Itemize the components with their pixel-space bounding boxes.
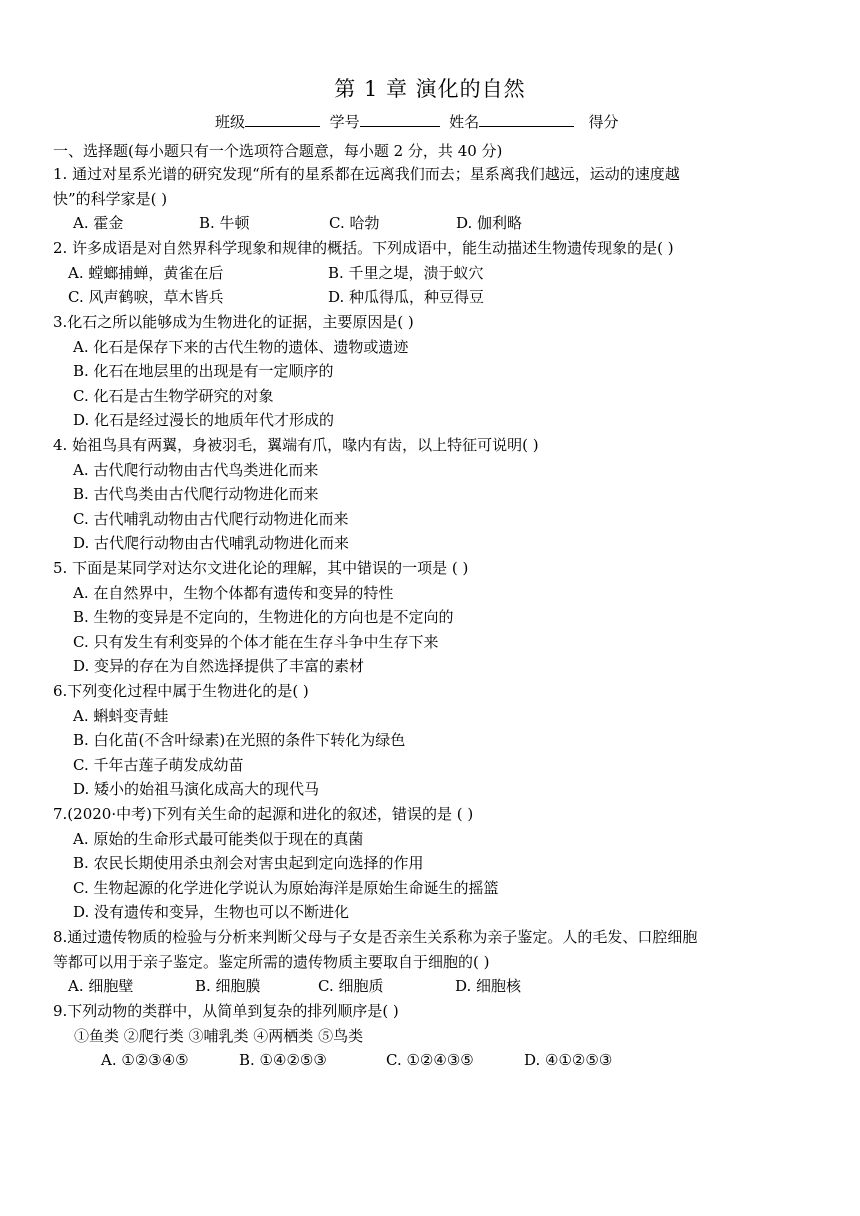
option-c: C. 细胞质 bbox=[318, 977, 384, 996]
question-stem-continued: 等都可以用于亲子鉴定。鉴定所需的遗传物质主要取自于细胞的( ) bbox=[53, 952, 490, 971]
student-number-blank bbox=[360, 111, 440, 127]
score-label: 得分 bbox=[588, 113, 619, 131]
option-a: A. 在自然界中，生物个体都有遗传和变异的特性 bbox=[73, 583, 394, 602]
options-row bbox=[53, 974, 820, 999]
question-4 bbox=[53, 433, 820, 556]
option-d: D. 矮小的始祖马演化成高大的现代马 bbox=[73, 780, 320, 799]
option-d: D. 伽利略 bbox=[456, 214, 523, 233]
option-b: B. 化石在地层里的出现是有一定顺序的 bbox=[73, 362, 334, 381]
option-c: C. 化石是古生物学研究的对象 bbox=[73, 386, 274, 405]
option-b: B. 生物的变异是不定向的，生物进化的方向也是不定向的 bbox=[73, 608, 454, 627]
question-9 bbox=[53, 999, 820, 1073]
option-a: A. 原始的生命形式最可能类似于现在的真菌 bbox=[73, 829, 364, 848]
question-8 bbox=[53, 925, 820, 999]
option-c: C. 风声鹤唳，草木皆兵 bbox=[68, 288, 224, 307]
question-6 bbox=[53, 679, 820, 802]
option-c: C. 千年古莲子萌发成幼苗 bbox=[73, 755, 244, 774]
option-c: C. 古代哺乳动物由古代爬行动物进化而来 bbox=[73, 509, 349, 528]
option-d: D. 种瓜得瓜，种豆得豆 bbox=[328, 288, 485, 307]
question-stem: 8.通过遗传物质的检验与分析来判断父母与子女是否亲生关系称为亲子鉴定。人的毛发、口腔细胞 bbox=[53, 928, 698, 946]
question-stem: 9.下列动物的类群中，从简单到复杂的排列顺序是( ) bbox=[53, 1002, 399, 1020]
options-row bbox=[53, 261, 820, 286]
option-a: A. 细胞壁 bbox=[68, 977, 134, 996]
animal-groups-list: ①鱼类 ②爬行类 ③哺乳类 ④两栖类 ⑤鸟类 bbox=[74, 1026, 364, 1045]
option-a: A. 化石是保存下来的古代生物的遗体、遗物或遗迹 bbox=[73, 337, 409, 356]
option-b: B. 千里之堤，溃于蚁穴 bbox=[328, 263, 484, 282]
option-d: D. 化石是经过漫长的地质年代才形成的 bbox=[73, 411, 335, 430]
student-number-label: 学号 bbox=[329, 113, 360, 131]
question-3 bbox=[53, 310, 820, 433]
student-info-line bbox=[215, 111, 618, 132]
question-stem: 6.下列变化过程中属于生物进化的是( ) bbox=[53, 682, 309, 700]
question-stem: 4. 始祖鸟具有两翼，身被羽毛，翼端有爪，喙内有齿，以上特征可说明( ) bbox=[53, 436, 539, 454]
class-label: 班级 bbox=[215, 113, 246, 131]
name-blank bbox=[479, 111, 574, 127]
option-d: D. 古代爬行动物由古代哺乳动物进化而来 bbox=[73, 534, 350, 553]
option-d: D. ④①②⑤③ bbox=[524, 1051, 613, 1070]
option-d: D. 变异的存在为自然选择提供了丰富的素材 bbox=[73, 657, 365, 676]
class-blank bbox=[245, 111, 320, 127]
question-stem-continued: 快”的科学家是( ) bbox=[53, 189, 168, 208]
option-b: B. 古代鸟类由古代爬行动物进化而来 bbox=[73, 485, 319, 504]
question-stem: 5. 下面是某同学对达尔文进化论的理解，其中错误的一项是 ( ) bbox=[53, 559, 469, 577]
question-stem: 3.化石之所以能够成为生物进化的证据，主要原因是( ) bbox=[53, 313, 414, 331]
option-d: D. 没有遗传和变异，生物也可以不断进化 bbox=[73, 903, 350, 922]
option-b: B. 农民长期使用杀虫剂会对害虫起到定向选择的作用 bbox=[73, 854, 424, 873]
question-5 bbox=[53, 556, 820, 679]
option-a: A. 蝌蚪变青蛙 bbox=[73, 706, 169, 725]
options-row bbox=[53, 211, 820, 236]
option-a: A. 螳螂捕蝉，黄雀在后 bbox=[68, 263, 224, 282]
option-b: B. 细胞膜 bbox=[195, 977, 261, 996]
question-1 bbox=[53, 162, 820, 236]
question-stem: 1. 通过对星系光谱的研究发现“所有的星系都在远离我们而去；星系离我们越远，运动的速度越 bbox=[53, 165, 680, 183]
question-stem: 7.(2020·中考)下列有关生命的起源和进化的叙述，错误的是 ( ) bbox=[53, 805, 474, 823]
option-b: B. 白化苗(不含叶绿素)在光照的条件下转化为绿色 bbox=[73, 731, 406, 750]
options-row bbox=[53, 285, 820, 310]
question-2 bbox=[53, 236, 820, 310]
option-a: A. 古代爬行动物由古代鸟类进化而来 bbox=[73, 460, 319, 479]
option-b: B. ①④②⑤③ bbox=[239, 1051, 327, 1070]
option-b: B. 牛顿 bbox=[199, 214, 250, 233]
option-d: D. 细胞核 bbox=[455, 977, 522, 996]
option-c: C. 生物起源的化学进化学说认为原始海洋是原始生命诞生的摇篮 bbox=[73, 878, 499, 897]
option-c: C. ①②④③⑤ bbox=[386, 1051, 474, 1070]
page-title: 第 1 章 演化的自然 bbox=[334, 77, 526, 101]
options-row bbox=[53, 1048, 820, 1073]
section-heading: 一、选择题(每小题只有一个选项符合题意，每小题 2 分，共 40 分) bbox=[53, 142, 503, 160]
question-7 bbox=[53, 802, 820, 925]
option-c: C. 只有发生有利变异的个体才能在生存斗争中生存下来 bbox=[73, 632, 439, 651]
option-a: A. ①②③④⑤ bbox=[101, 1051, 189, 1070]
question-stem: 2. 许多成语是对自然界科学现象和规律的概括。下列成语中，能生动描述生物遗传现象的是( ) bbox=[53, 239, 674, 257]
option-c: C. 哈勃 bbox=[329, 214, 380, 233]
option-a: A. 霍金 bbox=[73, 214, 124, 233]
name-label: 姓名 bbox=[449, 113, 480, 131]
